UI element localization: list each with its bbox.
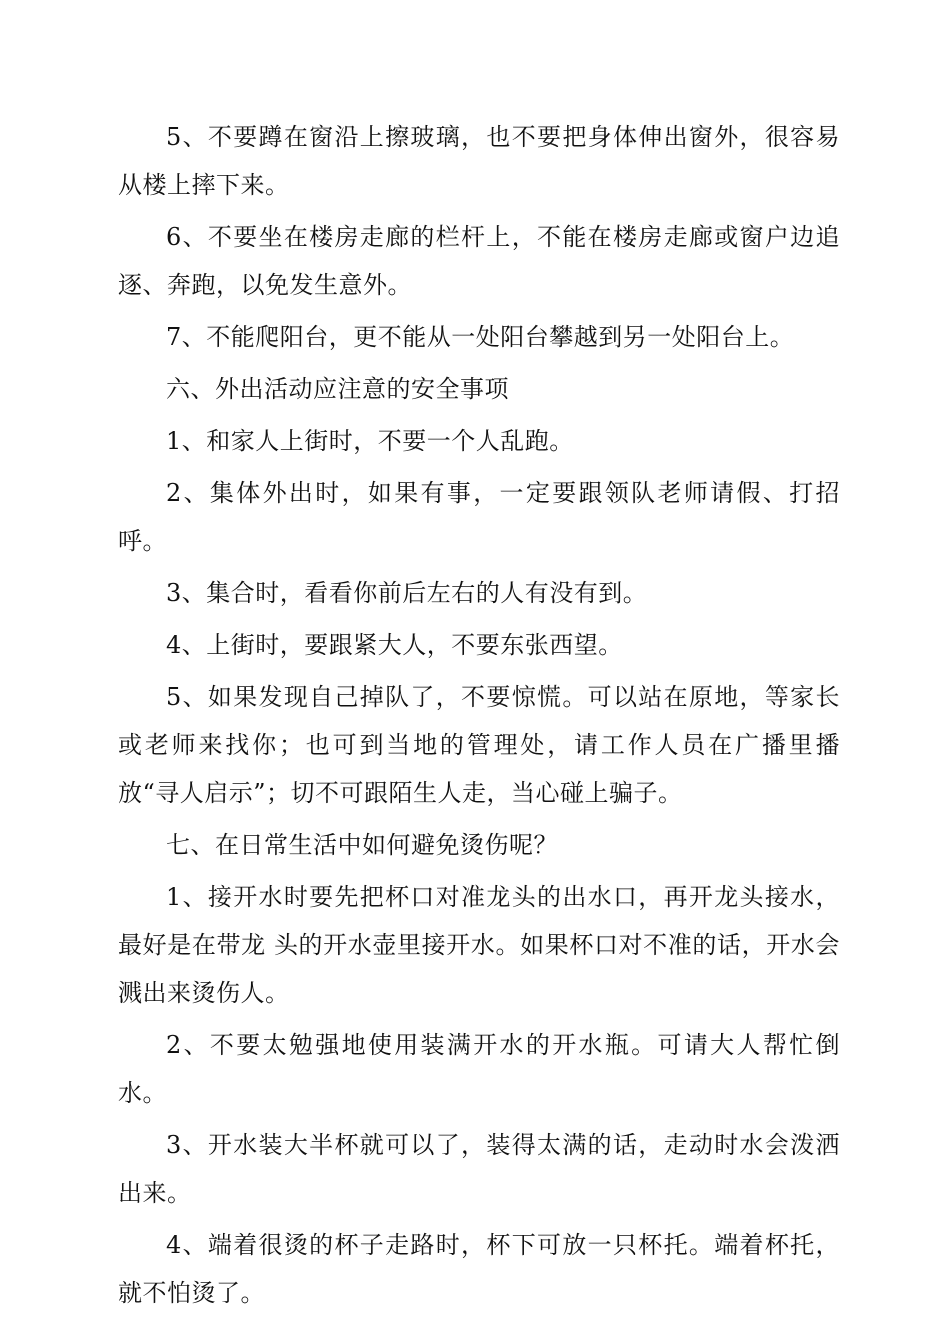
section-heading-outdoor-safety: 六、外出活动应注意的安全事项 xyxy=(166,375,509,403)
paragraph-group-outing: 2、集体外出时，如果有事，一定要跟领队老师请假、打招呼。 xyxy=(118,479,840,555)
paragraph-follow-adults: 4、上街时，要跟紧大人，不要东张西望。 xyxy=(166,631,623,659)
paragraph-thermos: 2、不要太勉强地使用装满开水的开水瓶。可请大人帮忙倒水。 xyxy=(118,1031,840,1107)
paragraph-assembly: 3、集合时，看看你前后左右的人有没有到。 xyxy=(166,579,648,607)
paragraph-lost-from-group: 5、如果发现自己掉队了，不要惊慌。可以站在原地，等家长或老师来找你；也可到当地的管理处，请工作人员在广播里播放“寻人启示”；切不可跟陌生人走，当心碰上骗子。 xyxy=(118,683,840,807)
paragraph-half-cup: 3、开水装大半杯就可以了，装得太满的话，走动时水会泼洒出来。 xyxy=(118,1131,840,1207)
paragraph-street-with-family: 1、和家人上街时，不要一个人乱跑。 xyxy=(166,427,574,455)
section-heading-avoid-scalds: 七、在日常生活中如何避免烫伤呢？ xyxy=(166,831,558,859)
paragraph-cup-saucer: 4、端着很烫的杯子走路时，杯下可放一只杯托。端着杯托，就不怕烫了。 xyxy=(118,1231,840,1307)
paragraph-balcony: 7、不能爬阳台，更不能从一处阳台攀越到另一处阳台上。 xyxy=(166,323,795,351)
document-body xyxy=(118,113,840,1321)
paragraph-window-safety: 5、不要蹲在窗沿上擦玻璃，也不要把身体伸出窗外，很容易从楼上摔下来。 xyxy=(118,123,840,199)
paragraph-filling-cup: 1、接开水时要先把杯口对准龙头的出水口，再开龙头接水，最好是在带龙 头的开水壶里接开水。如果杯口对不准的话，开水会溅出来烫伤人。 xyxy=(118,883,840,1007)
paragraph-corridor-railing: 6、不要坐在楼房走廊的栏杆上，不能在楼房走廊或窗户边追逐、奔跑，以免发生意外。 xyxy=(118,223,840,299)
